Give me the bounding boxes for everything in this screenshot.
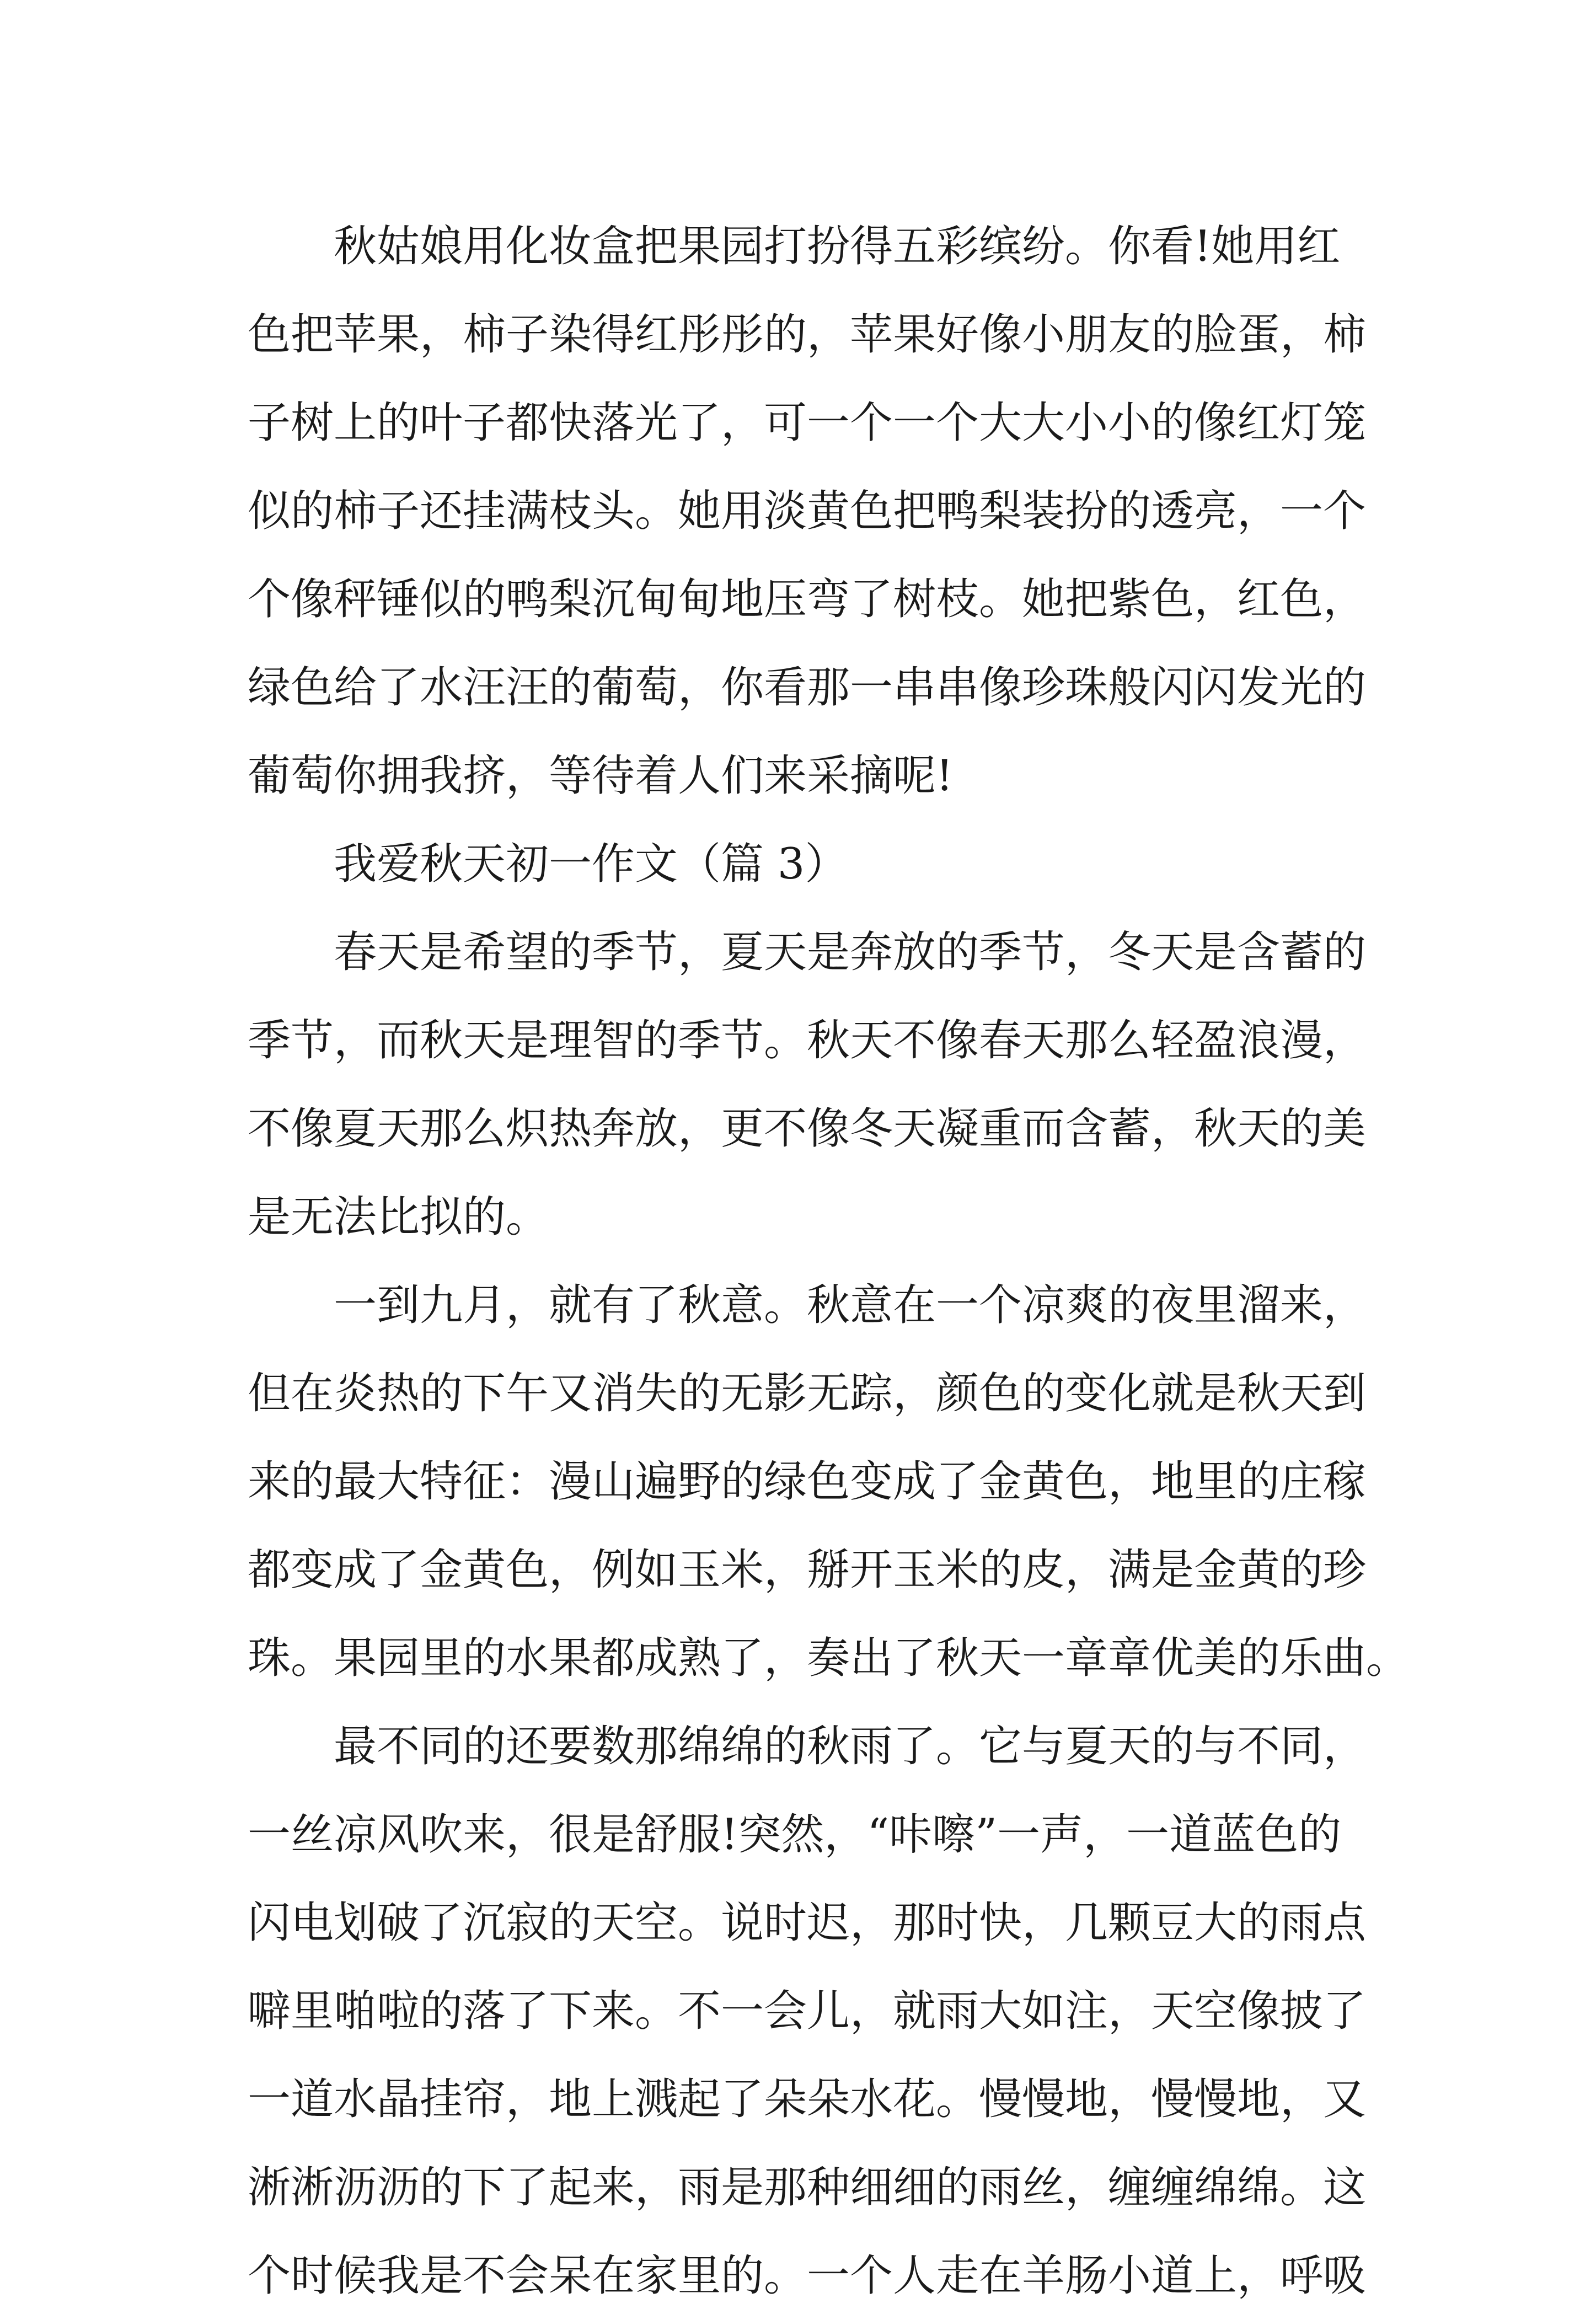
text-line: 但在炎热的下午又消失的无影无踪，颜色的变化就是秋天到 — [248, 1369, 1367, 1418]
text-line: 秋姑娘用化妆盒把果园打扮得五彩缤纷。你看!她用红 — [334, 222, 1341, 271]
text-line: 葡萄你拥我挤，等待着人们来采摘呢! — [248, 751, 954, 801]
text-line: 季节，而秋天是理智的季节。秋天不像春天那么轻盈浪漫， — [248, 1016, 1367, 1065]
text-line: 春天是希望的季节，夏天是奔放的季节，冬天是含蓄的 — [334, 928, 1367, 977]
text-line: 一到九月，就有了秋意。秋意在一个凉爽的夜里溜来， — [334, 1280, 1367, 1330]
text-line: 一道水晶挂帘，地上溅起了朵朵水花。慢慢地，慢慢地，又 — [248, 2075, 1367, 2124]
text-line: 珠。果园里的水果都成熟了，奏出了秋天一章章优美的乐曲。 — [248, 1633, 1410, 1683]
text-line: 子树上的叶子都快落光了，可一个一个大大小小的像红灯笼 — [248, 398, 1367, 448]
text-line: 闪电划破了沉寂的天空。说时迟，那时快，几颗豆大的雨点 — [248, 1898, 1367, 1948]
text-line: 色把苹果，柿子染得红彤彤的，苹果好像小朋友的脸蛋，柿 — [248, 310, 1367, 360]
text-line: 一丝凉风吹来，很是舒服!突然，“咔嚓”一声，一道蓝色的 — [248, 1810, 1342, 1860]
text-line: 个像秤锤似的鸭梨沉甸甸地压弯了树枝。她把紫色，红色， — [248, 575, 1367, 624]
text-line: 个时候我是不会呆在家里的。一个人走在羊肠小道上，呼吸 — [248, 2251, 1367, 2301]
section-heading: 我爱秋天初一作文（篇 3） — [334, 839, 848, 889]
text-line: 来的最大特征：漫山遍野的绿色变成了金黄色，地里的庄稼 — [248, 1457, 1367, 1507]
text-line: 绿色给了水汪汪的葡萄，你看那一串串像珍珠般闪闪发光的 — [248, 663, 1367, 712]
text-line: 都变成了金黄色，例如玉米，掰开玉米的皮，满是金黄的珍 — [248, 1545, 1367, 1595]
text-line: 噼里啪啦的落了下来。不一会儿，就雨大如注，天空像披了 — [248, 1986, 1367, 2036]
text-line: 似的柿子还挂满枝头。她用淡黄色把鸭梨装扮的透亮，一个 — [248, 486, 1367, 536]
text-line: 淅淅沥沥的下了起来，雨是那种细细的雨丝，缠缠绵绵。这 — [248, 2163, 1367, 2212]
text-line: 不像夏天那么炽热奔放，更不像冬天凝重而含蓄，秋天的美 — [248, 1104, 1367, 1154]
text-line: 最不同的还要数那绵绵的秋雨了。它与夏天的与不同， — [334, 1722, 1367, 1771]
document-body — [248, 202, 1410, 2320]
text-line: 是无法比拟的。 — [248, 1192, 549, 1242]
